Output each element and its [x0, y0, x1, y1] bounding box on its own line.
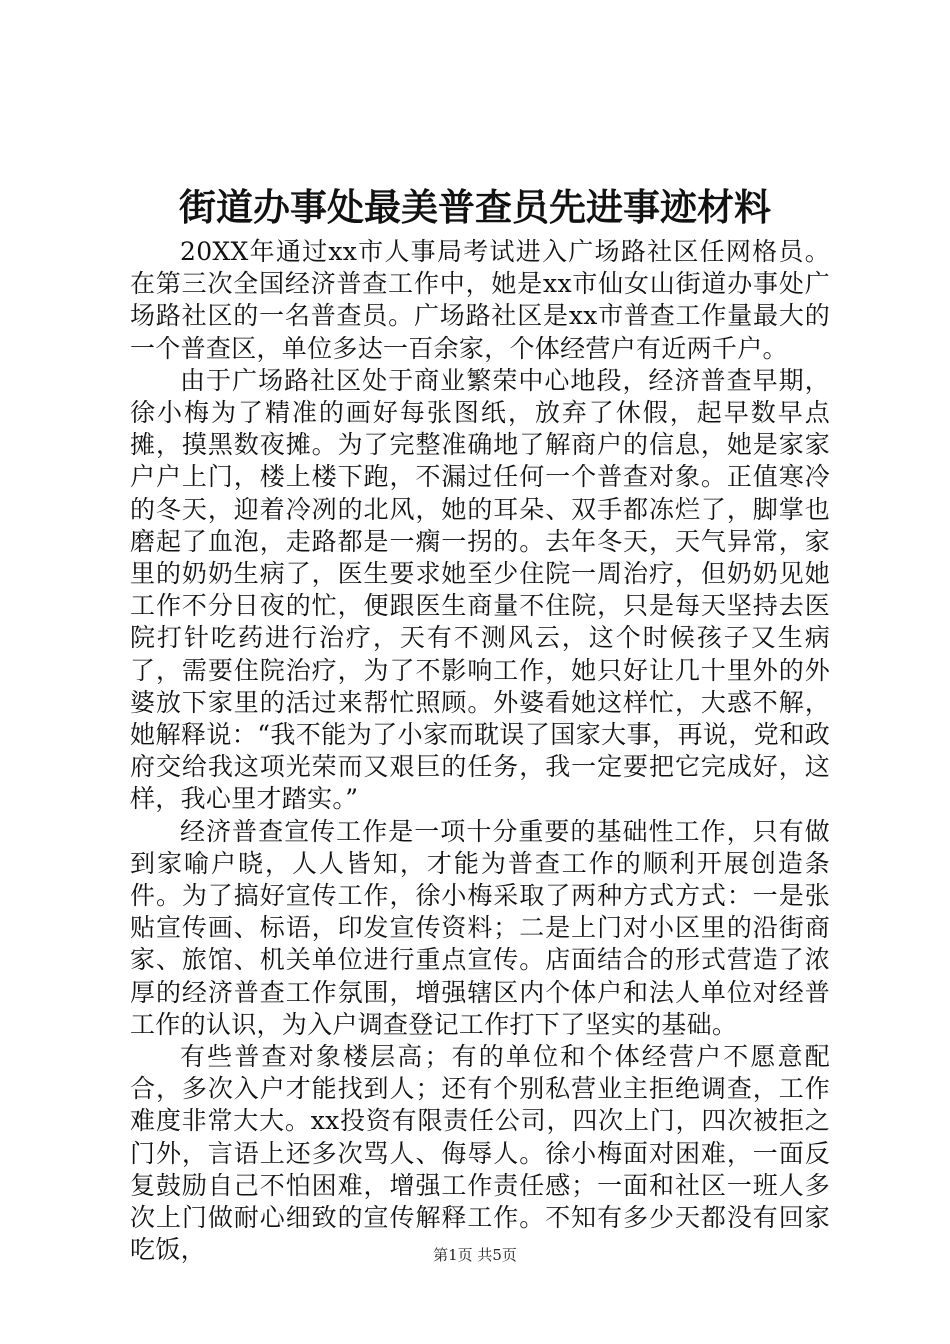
paragraph-2: 由于广场路社区处于商业繁荣中心地段，经济普查早期，徐小梅为了精准的画好每张图纸，放弃了休假，起早数早点摊，摸黑数夜摊。为了完整准确地了解商户的信息，她是家家户户上门，楼上楼下跑，不漏过任何一个普查对象。正值寒冷的冬天，迎着冷冽的北风，她的耳朵、双手都冻烂了，脚掌也磨起了血泡，走路都是一瘸一拐的。去年冬天，天气异常，家里的奶奶生病了，医生要求她至少住院一周治疗，但奶奶见她工作不分日夜的忙，便跟医生商量不住院，只是每天坚持去医院打针吃药进行治疗，天有不测风云，这个时候孩子又生病了，需要住院治疗，为了不影响工作，她只好让几十里外的外婆放下家里的活过来帮忙照顾。外婆看她这样忙，大惑不解，她解释说：“我不能为了小家而耽误了国家大事，再说，党和政府交给我这项光荣而又艰巨的任务，我一定要把它完成好，这样，我心里才踏实。” — [130, 365, 830, 814]
document-title: 街道办事处最美普查员先进事迹材料 — [179, 185, 771, 229]
page-footer: 第1页 共5页 — [433, 1246, 517, 1264]
paragraph-1: 20XX年通过xx市人事局考试进入广场路社区任网格员。在第三次全国经济普查工作中，她是xx市仙女山街道办事处广场路社区的一名普查员。广场路社区是xx市普查工作量最大的一个普查区，单位多达一百余家，个体经营户有近两千户。 — [130, 237, 830, 363]
document-body — [130, 236, 830, 1267]
paragraph-3: 经济普查宣传工作是一项十分重要的基础性工作，只有做到家喻户晓，人人皆知，才能为普查工作的顺利开展创造条件。为了搞好宣传工作，徐小梅采取了两种方式方式：一是张贴宣传画、标语，印发宣传资料；二是上门对小区里的沿街商家、旅馆、机关单位进行重点宣传。店面结合的形式营造了浓厚的经济普查工作氛围，增强辖区内个体户和法人单位对经普工作的认识，为入户调查登记工作打下了坚实的基础。 — [130, 816, 830, 1039]
paragraph-4: 有些普查对象楼层高；有的单位和个体经营户不愿意配合，多次入户才能找到人；还有个别私营业主拒绝调查，工作难度非常大大。xx投资有限责任公司，四次上门，四次被拒之门外，言语上还多次骂人、侮辱人。徐小梅面对困难，一面反复鼓励自己不怕困难，增强工作责任感；一面和社区一班人多次上门做耐心细致的宣传解释工作。不知有多少天都没有回家吃饭， — [130, 1042, 830, 1265]
